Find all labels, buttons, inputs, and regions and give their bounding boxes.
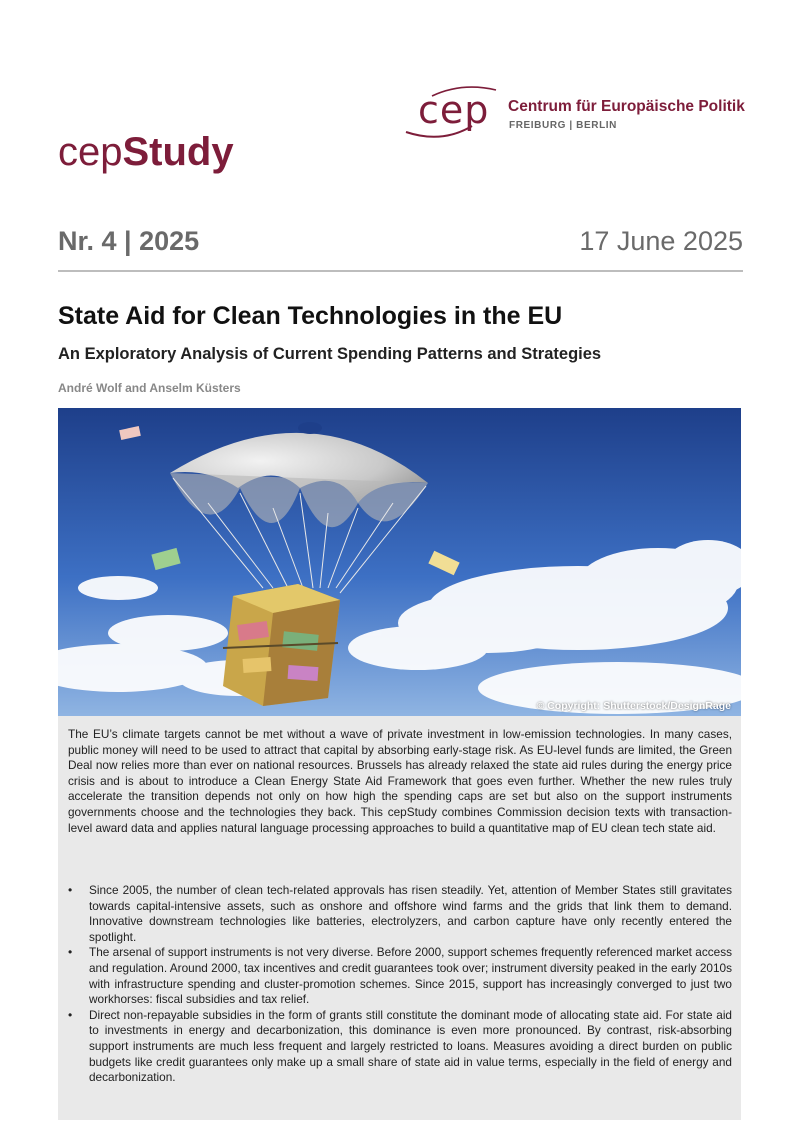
cep-logo-wordmark: cep — [418, 88, 490, 132]
bullet-glyph: • — [68, 1007, 73, 1022]
organization-name: Centrum für Europäische Politik — [508, 98, 745, 115]
list-item — [68, 883, 732, 945]
bullet-text: Since 2005, the number of clean tech-related approvals has risen steadily. Yet, attention of Member States still gravitates towards capital-intensive assets, such as onshore and offshore wind farms and the grids that link them to demand. Innovative downstream technologies like batteries, electrolyzers, and carbon capture have only recently entered the spotlight. — [89, 883, 732, 944]
parachute-money-icon — [58, 408, 741, 716]
publication-date: 17 June 2025 — [579, 226, 743, 256]
brand-suffix: Study — [122, 130, 234, 174]
brand-prefix: cep — [58, 130, 123, 174]
summary-intro: The EU’s climate targets cannot be met without a wave of private investment in low-emission technologies. In many cases, public money will need to be used to attract that capital by absorbing early-stage risk. As EU-level funds are limited, the Green Deal now relies more than ever on national resources. Brussels has already relaxed the state aid rules during the energy price crisis and is about to introduce a Clean Energy State Aid Framework that goes even further. Whether the new rules truly accelerate the transition depends not only on how high the spending caps are set but also on the support instruments governments choose and the technologies they back. This cepStudy combines Commission decision texts with transaction-level award data and applies natural language processing approaches to build a quantitative map of EU clean tech state aid. — [68, 727, 732, 835]
list-item — [68, 1008, 732, 1086]
summary-box — [58, 716, 741, 1120]
photo-copyright: © Copyright: Shutterstock/DesignRage — [536, 700, 731, 712]
bullet-glyph: • — [68, 945, 73, 960]
series-brand — [58, 130, 234, 175]
bullet-glyph: • — [68, 883, 73, 897]
cover-photo — [58, 408, 741, 716]
bullet-text: Direct non-repayable subsidies in the form of grants still constitute the dominant mode of allocating state aid. For state aid to investments in energy and decarbonization, this dominance is even more pronounced. By contrast, risk-absorbing support instruments are much less frequent and largely restricted to loans. Measures avoiding a direct burden on public budgets like credit guarantees only make up a small share of state aid in value terms, especially in the field of energy and decarbonization. — [89, 1007, 732, 1085]
page-title: State Aid for Clean Technologies in the EU — [58, 302, 563, 330]
issue-number: Nr. 4 | 2025 — [58, 226, 200, 256]
key-findings-list — [68, 883, 732, 1086]
bullet-text: The arsenal of support instruments is not very diverse. Before 2000, support schemes frequently referenced market access and regulation. Around 2000, tax incentives and credit guarantees took over; instrument diversity peaked in the early 2010s with infrastructure spending and cluster-promotion schemes. Since 2015, support has increasingly converged to just two workhorses: fiscal subsidies and tax relief. — [89, 945, 732, 1007]
authors: André Wolf and Anselm Küsters — [58, 381, 241, 395]
header-divider — [58, 270, 743, 272]
list-item — [68, 945, 732, 1007]
organization-cities: FREIBURG | BERLIN — [509, 120, 617, 131]
page-subtitle: An Exploratory Analysis of Current Spending Patterns and Strategies — [58, 345, 602, 363]
